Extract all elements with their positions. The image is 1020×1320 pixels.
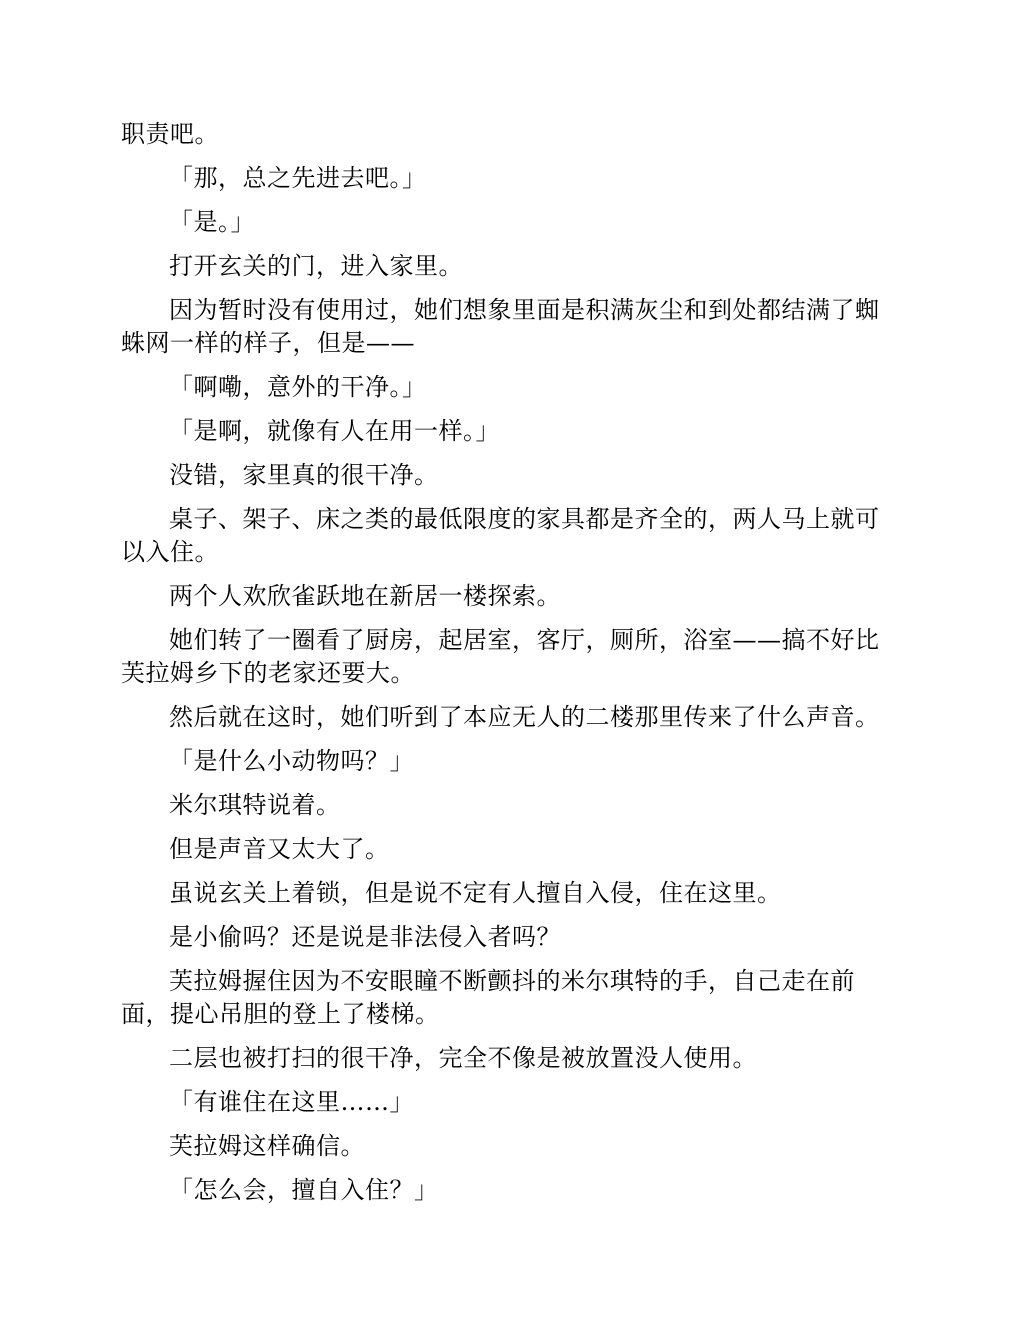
paragraph: 因为暂时没有使用过，她们想象里面是积满灰尘和到处都结满了蜘蛛网一样的样子，但是—— — [121, 296, 880, 357]
paragraph: 打开玄关的门，进入家里。 — [169, 252, 463, 280]
paragraph: 米尔琪特说着。 — [169, 791, 341, 819]
paragraph: 桌子、架子、床之类的最低限度的家具都是齐全的，两人马上就可以入住。 — [121, 505, 880, 566]
paragraph: 虽说玄关上着锁，但是说不定有人擅自入侵，住在这里。 — [169, 879, 782, 907]
paragraph: 她们转了一圈看了厨房，起居室，客厅，厕所，浴室——搞不好比芙拉姆乡下的老家还要大。 — [121, 626, 880, 687]
paragraph: 「是什么小动物吗？」 — [169, 747, 414, 775]
paragraph: 「怎么会，擅自入住？」 — [169, 1176, 439, 1204]
paragraph: 没错，家里真的很干净。 — [169, 461, 439, 489]
paragraph: 「有谁住在这里……」 — [169, 1088, 414, 1116]
paragraph: 但是声音又太大了。 — [169, 835, 390, 863]
paragraph: 「那，总之先进去吧。」 — [169, 164, 427, 192]
paragraph: 「是啊，就像有人在用一样。」 — [169, 417, 500, 445]
paragraph: 两个人欢欣雀跃地在新居一楼探索。 — [169, 582, 561, 610]
body-text — [121, 118, 901, 1218]
paragraph: 然后就在这时，她们听到了本应无人的二楼那里传来了什么声音。 — [169, 703, 880, 731]
paragraph: 芙拉姆这样确信。 — [169, 1132, 365, 1160]
paragraph: 芙拉姆握住因为不安眼瞳不断颤抖的米尔琪特的手，自己走在前面，提心吊胆的登上了楼梯。 — [121, 967, 855, 1028]
paragraph: 「是。」 — [169, 208, 255, 236]
paragraph: 是小偷吗？还是说是非法侵入者吗？ — [169, 923, 561, 951]
paragraph: 「啊嘞，意外的干净。」 — [169, 373, 427, 401]
paragraph: 二层也被打扫的很干净，完全不像是被放置没人使用。 — [169, 1044, 757, 1072]
paragraph: 职责吧。 — [121, 120, 219, 148]
